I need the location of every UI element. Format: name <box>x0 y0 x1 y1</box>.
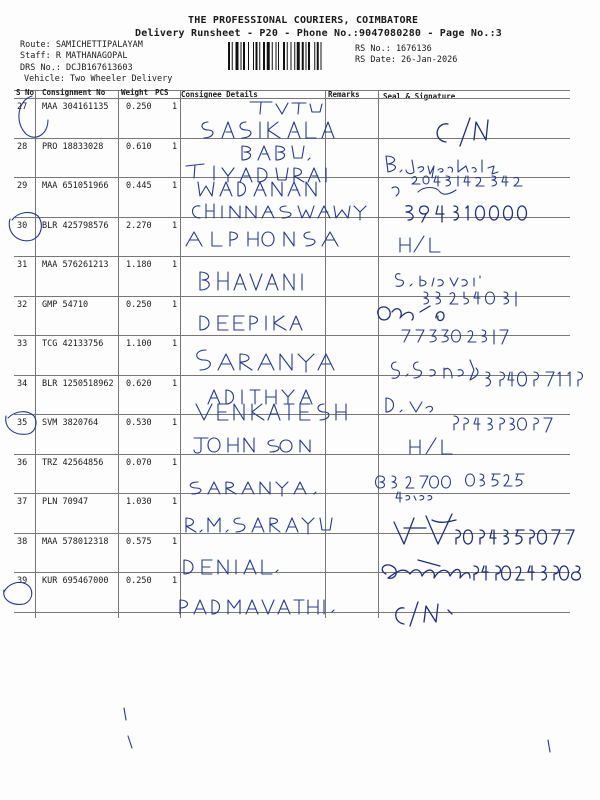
row-pcs: 1 <box>172 339 178 349</box>
vehicle-label: Vehicle: Two Wheeler Delivery <box>24 74 173 84</box>
col-pcs: PCS <box>155 88 169 97</box>
rs-date: RS Date: 26-Jan-2026 <box>355 55 458 65</box>
row-consignment-no: GMP 54710 <box>42 299 89 310</box>
row-consignment-no: PRO 18833028 <box>42 141 104 152</box>
row-consignment-no: MAA 576261213 <box>42 260 109 270</box>
signature <box>466 474 525 486</box>
row-rule <box>14 612 570 613</box>
row-consignment-no: BLR 1250518962 <box>42 378 114 389</box>
signature <box>400 236 440 252</box>
handwritten-name <box>197 350 334 372</box>
row-consignment-no: TCG 42133756 <box>42 339 104 349</box>
row-pcs: 1 <box>172 260 178 270</box>
handwritten-name <box>200 272 302 290</box>
row-consignment-no: TRZ 42564856 <box>42 457 104 468</box>
row-sno: 32 <box>17 299 28 310</box>
row-weight: 2.270 <box>126 220 152 231</box>
row-sno: 39 <box>17 576 28 586</box>
row-weight: 1.180 <box>126 260 152 270</box>
col-consignee: Consignee Details <box>181 90 258 99</box>
col-divider <box>325 90 326 618</box>
row-sno: 28 <box>17 141 28 152</box>
signature <box>376 476 451 488</box>
row-rule <box>14 572 570 573</box>
row-rule <box>14 493 570 494</box>
handwritten-name <box>196 404 346 420</box>
header-bottom-rule <box>14 98 570 99</box>
row-consignment-no: SVM 3820764 <box>42 418 99 428</box>
signature <box>406 206 527 222</box>
row-sno: 30 <box>17 220 28 231</box>
row-weight: 0.575 <box>126 536 152 547</box>
row-weight: 0.445 <box>126 181 152 191</box>
row-consignment-no: BLR 425798576 <box>42 220 109 231</box>
signature <box>396 274 481 287</box>
row-sno: 33 <box>17 339 28 349</box>
row-rule <box>14 217 570 218</box>
row-pcs: 1 <box>172 576 178 586</box>
col-seal: Seal & Signature <box>383 92 456 101</box>
row-pcs: 1 <box>172 181 178 191</box>
row-rule <box>14 138 570 139</box>
col-divider <box>180 90 181 618</box>
row-weight: 0.250 <box>126 299 152 310</box>
handwritten-name <box>250 102 322 114</box>
barcode-image <box>228 42 350 70</box>
handwritten-name <box>198 182 316 196</box>
signature <box>424 292 516 306</box>
col-consignment: Consignment No <box>42 88 106 97</box>
signature <box>437 118 488 146</box>
row-weight: 0.530 <box>126 418 152 428</box>
signature <box>386 156 498 178</box>
signature <box>402 330 508 344</box>
row-weight: 0.610 <box>126 141 152 152</box>
row-sno: 38 <box>17 536 28 547</box>
signature <box>382 560 470 578</box>
staff-label: Staff: R MATHANAGOPAL <box>20 51 128 61</box>
signature <box>474 566 581 580</box>
row-rule <box>14 454 570 455</box>
row-consignment-no: KUR 695467000 <box>42 576 109 586</box>
stray-mark <box>124 708 132 748</box>
row-rule <box>14 296 570 297</box>
row-weight: 0.250 <box>126 102 152 112</box>
col-divider <box>118 90 119 618</box>
row-rule <box>14 375 570 376</box>
handwritten-name <box>202 122 334 138</box>
row-rule <box>14 335 570 336</box>
handwritten-name <box>208 390 312 404</box>
row-sno: 29 <box>17 181 28 191</box>
row-pcs: 1 <box>172 141 178 152</box>
signature <box>394 514 456 544</box>
row-pcs: 1 <box>172 457 178 468</box>
row-consignment-no: MAA 578012318 <box>42 536 109 547</box>
col-divider <box>378 90 379 618</box>
row-sno: 34 <box>17 378 28 389</box>
rs-number: RS No.: 1676136 <box>355 44 432 54</box>
row-sno: 37 <box>17 497 28 507</box>
row-sno: 36 <box>17 457 28 468</box>
row-pcs: 1 <box>172 299 178 310</box>
handwritten-name <box>242 146 310 160</box>
row-consignment-no: MAA 651051966 <box>42 181 109 191</box>
row-pcs: 1 <box>172 497 178 507</box>
row-sno: 31 <box>17 260 28 270</box>
row-pcs: 1 <box>172 536 178 547</box>
row-pcs: 1 <box>172 418 178 428</box>
col-weight: Weight <box>121 88 149 97</box>
route-label: Route: SAMICHETTIPALAYAM <box>20 40 143 50</box>
stray-mark <box>548 740 550 752</box>
row-pcs: 1 <box>172 378 178 389</box>
row-rule <box>14 177 570 178</box>
handwritten-name <box>194 438 310 453</box>
signature <box>378 306 444 321</box>
row-weight: 0.620 <box>126 378 152 389</box>
handwritten-name <box>200 316 302 330</box>
signature <box>410 438 452 454</box>
row-pcs: 1 <box>172 102 178 112</box>
handwritten-name <box>193 204 367 220</box>
col-divider <box>35 90 36 618</box>
signature <box>454 416 552 432</box>
row-rule <box>14 533 570 534</box>
row-weight: 1.030 <box>126 497 152 507</box>
signature <box>392 360 479 380</box>
row-weight: 1.100 <box>126 339 152 349</box>
row-sno: 35 <box>17 418 28 428</box>
row-sno: 27 <box>17 102 28 112</box>
row-weight: 0.070 <box>126 457 152 468</box>
row-rule <box>14 256 570 257</box>
col-remarks: Remarks <box>328 90 360 99</box>
row-consignment-no: PLN 70947 <box>42 497 89 507</box>
row-weight: 0.250 <box>126 576 152 586</box>
signature <box>392 187 456 196</box>
col-sno: S No <box>16 88 35 97</box>
signature <box>386 398 433 412</box>
row-rule <box>14 414 570 415</box>
company-title: THE PROFESSIONAL COURIERS, COIMBATORE <box>188 15 419 26</box>
drs-label: DRS No.: DCJB167613603 <box>20 63 133 73</box>
row-consignment-no: MAA 304161135 <box>42 102 109 112</box>
row-pcs: 1 <box>172 220 178 231</box>
signature <box>396 602 452 626</box>
runsheet-subtitle: Delivery Runsheet - P20 - Phone No.:9047080280 - Page No.:3 <box>135 28 503 39</box>
handwritten-name <box>186 164 326 182</box>
handwritten-name <box>186 232 338 246</box>
